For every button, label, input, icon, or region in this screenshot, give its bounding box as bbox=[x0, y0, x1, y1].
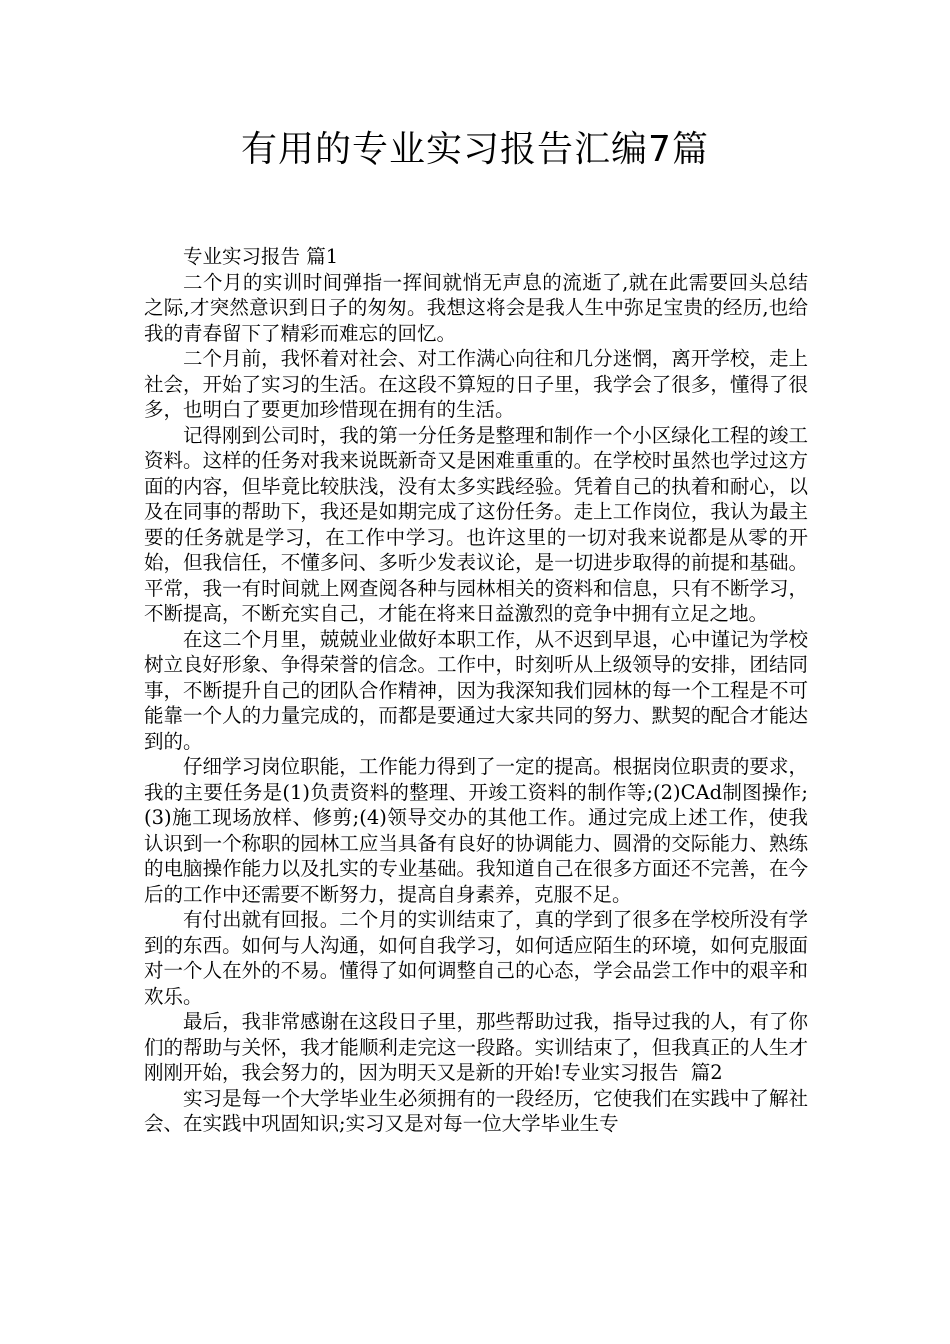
paragraph: 在这二个月里，兢兢业业做好本职工作，从不迟到早退，心中谨记为学校树立良好形象、争得荣誉的信念。工作中，时刻听从上级领导的安排，团结同事，不断提升自己的团队合作精神，因为我深知我们园林的每一个工程是不可能靠一个人的力量完成的，而都是要通过大家共同的努力、默契的配合才能达到的。 bbox=[144, 627, 808, 753]
paragraph: 二个月的实训时间弹指一挥间就悄无声息的流逝了,就在此需要回头总结之际,才突然意识到日子的匆匆。我想这将会是我人生中弥足宝贵的经历,也给我的青春留下了精彩而难忘的回忆。 bbox=[144, 270, 808, 345]
paragraph: 实习是每一个大学毕业生必须拥有的一段经历，它使我们在实践中了解社会、在实践中巩固知识;实习又是对每一位大学毕业生专 bbox=[144, 1086, 808, 1135]
paragraph-text: 最后，我非常感谢在这段日子里，那些帮助过我，指导过我的人，有了你们的帮助与关怀，我才能顺利走完这一段路。实训结束了，但我真正的人生才刚刚开始，我会努力的，因为明天又是新的开始! bbox=[144, 1010, 808, 1084]
paragraph-with-next-heading bbox=[144, 1009, 808, 1086]
section-heading: 专业实习报告 篇2 bbox=[561, 1061, 723, 1084]
section-heading: 专业实习报告 篇1 bbox=[183, 245, 339, 268]
paragraph: 记得刚到公司时，我的第一分任务是整理和制作一个小区绿化工程的竣工资料。这样的任务对我来说既新奇又是困难重重的。在学校时虽然也学过这方面的内容，但毕竟比较肤浅，没有太多实践经验。凭着自己的执着和耐心，以及在同事的帮助下，我还是如期完成了这份任务。走上工作岗位，我认为最主要的任务就是学习，在工作中学习。也许这里的一切对我来说都是从零的开始，但我信任，不懂多问、多听少发表议论，是一切进步取得的前提和基础。平常，我一有时间就上网查阅各种与园林相关的资料和信息，只有不断学习，不断提高，不断充实自己，才能在将来日益激烈的竞争中拥有立足之地。 bbox=[144, 423, 808, 625]
paragraph: 有付出就有回报。二个月的实训结束了，真的学到了很多在学校所没有学到的东西。如何与人沟通，如何自我学习，如何适应陌生的环境，如何克服面对一个人在外的不易。懂得了如何调整自己的心态，学会品尝工作中的艰辛和欢乐。 bbox=[144, 908, 808, 1008]
paragraph: 仔细学习岗位职能，工作能力得到了一定的提高。根据岗位职责的要求，我的主要任务是(1)负责资料的整理、开竣工资料的制作等;(2)CAd制图操作;(3)施工现场放样、修剪;(4)领导交办的其他工作。通过完成上述工作，使我认识到一个称职的园林工应当具备有良好的协调能力、圆滑的交际能力、熟练的电脑操作能力以及扎实的专业基础。我知道自己在很多方面还不完善，在今后的工作中还需要不断努力，提高自身素养，克服不足。 bbox=[144, 755, 808, 906]
document-title: 有用的专业实习报告汇编7篇 bbox=[241, 129, 709, 170]
document-body bbox=[144, 244, 808, 1137]
paragraph: 二个月前，我怀着对社会、对工作满心向往和几分迷惘，离开学校，走上社会，开始了实习的生活。在这段不算短的日子里，我学会了很多，懂得了很多，也明白了要更加珍惜现在拥有的生活。 bbox=[144, 347, 808, 421]
